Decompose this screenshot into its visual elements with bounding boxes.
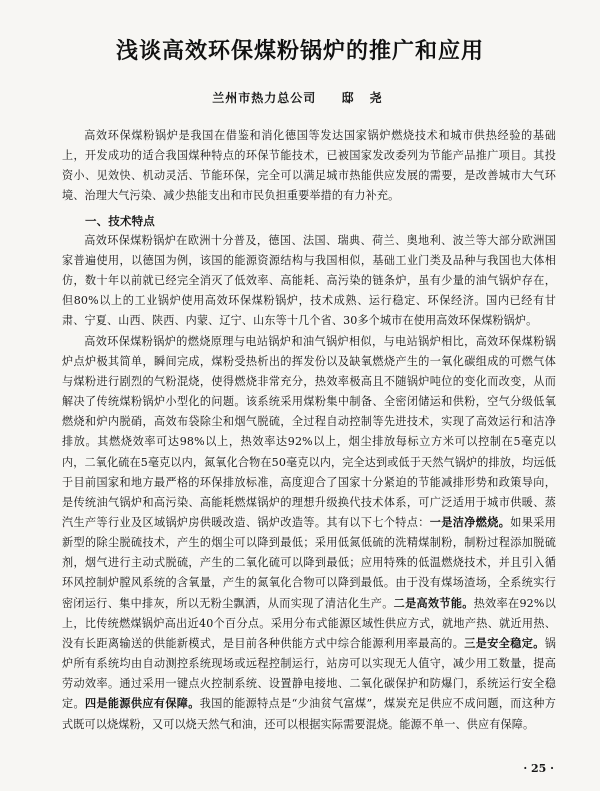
article-body — [62, 126, 556, 735]
byline — [0, 89, 600, 106]
feature-4-text: 我国的能源特点是“少油贫气富煤”，煤炭充足供应不成问题，而这种方式既可以烧煤粉，又可以烧天然气和油，还可以根据实际需要混烧。能源不单一、供应有保障。 — [62, 697, 556, 731]
paragraph-background: 高效环保煤粉锅炉在欧洲十分普及，德国、法国、瑞典、荷兰、奥地利、波兰等大部分欧洲国家普遍使用，以德国为例，该国的能源资源结构与我国相似，基础工业门类及品种与我国也大体相仿，数十年以前就已经完全消灭了低效率、高能耗、高污染的链条炉，虽有少量的油气锅炉存在，但80%以上的工业锅炉使用高效环保煤粉锅炉，技术成熟、运行稳定、环保经济。国内已经有甘肃、宁夏、山西、陕西、内蒙、辽宁、山东等十几个省、30多个城市在使用高效环保煤粉锅炉。 — [62, 233, 556, 328]
feature-3-text: 锅炉所有系统均由自动测控系统现场或远程控制运行，站房可以实现无人值守，减少用工数量，提高劳动效率。通过采用一键点火控制系统、设置静电接地、二氧化碳保护和防爆门，系统运行安全稳定。 — [62, 636, 556, 711]
author-organization: 兰州市热力总公司 — [212, 91, 317, 105]
feature-2-text: 热效率在92%以上，比传统燃煤锅炉高出近40个百分点。采用分布式能源区域性供应方式，就地产热、就近用热、没有长距离输送的供能新模式，是目前各种供能方式中综合能源利用率最高的。 — [62, 596, 557, 650]
intro-paragraph: 高效环保煤粉锅炉是我国在借鉴和消化德国等发达国家锅炉燃烧技术和城市供热经验的基础上，开发成功的适合我国煤种特点的环保节能技术，已被国家发改委列为节能产品推广项目。其投资小、见效快、机动灵活、节能环保，完全可以满足城市热能供应发展的需要，是改善城市大气环境、治理大气污染、减少热能支出和市民负担重要举措的有力补充。 — [62, 129, 556, 203]
feature-1-label: 一是洁净燃烧。 — [429, 515, 511, 529]
feature-3-label: 三是安全稳定。 — [464, 636, 545, 650]
feature-4-label: 四是能源供应有保障。 — [84, 697, 200, 711]
article-title: 浅谈高效环保煤粉锅炉的推广和应用 — [115, 39, 484, 64]
page-number: · 25 · — [523, 762, 554, 775]
section-heading: 一、技术特点 — [85, 213, 155, 228]
principle-text: 高效环保煤粉锅炉的燃烧原理与电站锅炉和油气锅炉相似，与电站锅炉相比，高效环保煤粉锅炉点炉极其简单，瞬间完成，煤粉受热析出的挥发份以及缺氧燃烧产生的一氧化碳组成的可燃气体与煤粉进行剧烈的气粉混烧，使得燃烧非常充分，热效率极高且不随锅炉吨位的变化而改变，从而解决了传统煤粉锅炉小型化的问题。该系统采用煤粉集中制备、全密闭储运和供粉，空气分级低氧燃烧和炉内脱硝，高效布袋除尘和烟气脱硫，全过程自动控制等先进技术，实现了高效运行和洁净排放。其燃烧效率可达98%以上，热效率达92%以上，烟尘排放每标立方米可以控制在5毫克以内，二氧化硫在5毫克以内，氮氧化合物在50毫克以内，完全达到或低于天然气锅炉的排放，均远低于目前国家和地方最严格的环保排放标准，高度迎合了国家十分紧迫的节能减排形势和政策导向，是传统油气锅炉和高污染、高能耗燃煤锅炉的理想升级换代技术体系，可广泛适用于城市供暖、蒸汽生产等行业及区域锅炉房供暖改造、锅炉改造等。其有以下七个特点： — [62, 334, 556, 529]
author-name: 邸 尧 — [341, 91, 388, 105]
feature-2-label: 二是高效节能。 — [393, 596, 474, 610]
paragraph-principle — [62, 332, 556, 735]
feature-1-text: 如果采用新型的除尘脱硫技术，产生的烟尘可以降到最低；采用低氮低硫的洗精煤制粉，制粉过程添加脱硫剂，烟气进行主动式脱硫，产生的二氧化硫可以降到最低；应用特殊的低温燃烧技术，并且引入循环风控制炉膛风系统的含氧量，产生的氮氧化合物可以降到最低。由于没有煤场渣场，全系统实行密闭运行、集中排灰，所以无粉尘飘洒，从而实现了清洁化生产。 — [62, 515, 556, 610]
